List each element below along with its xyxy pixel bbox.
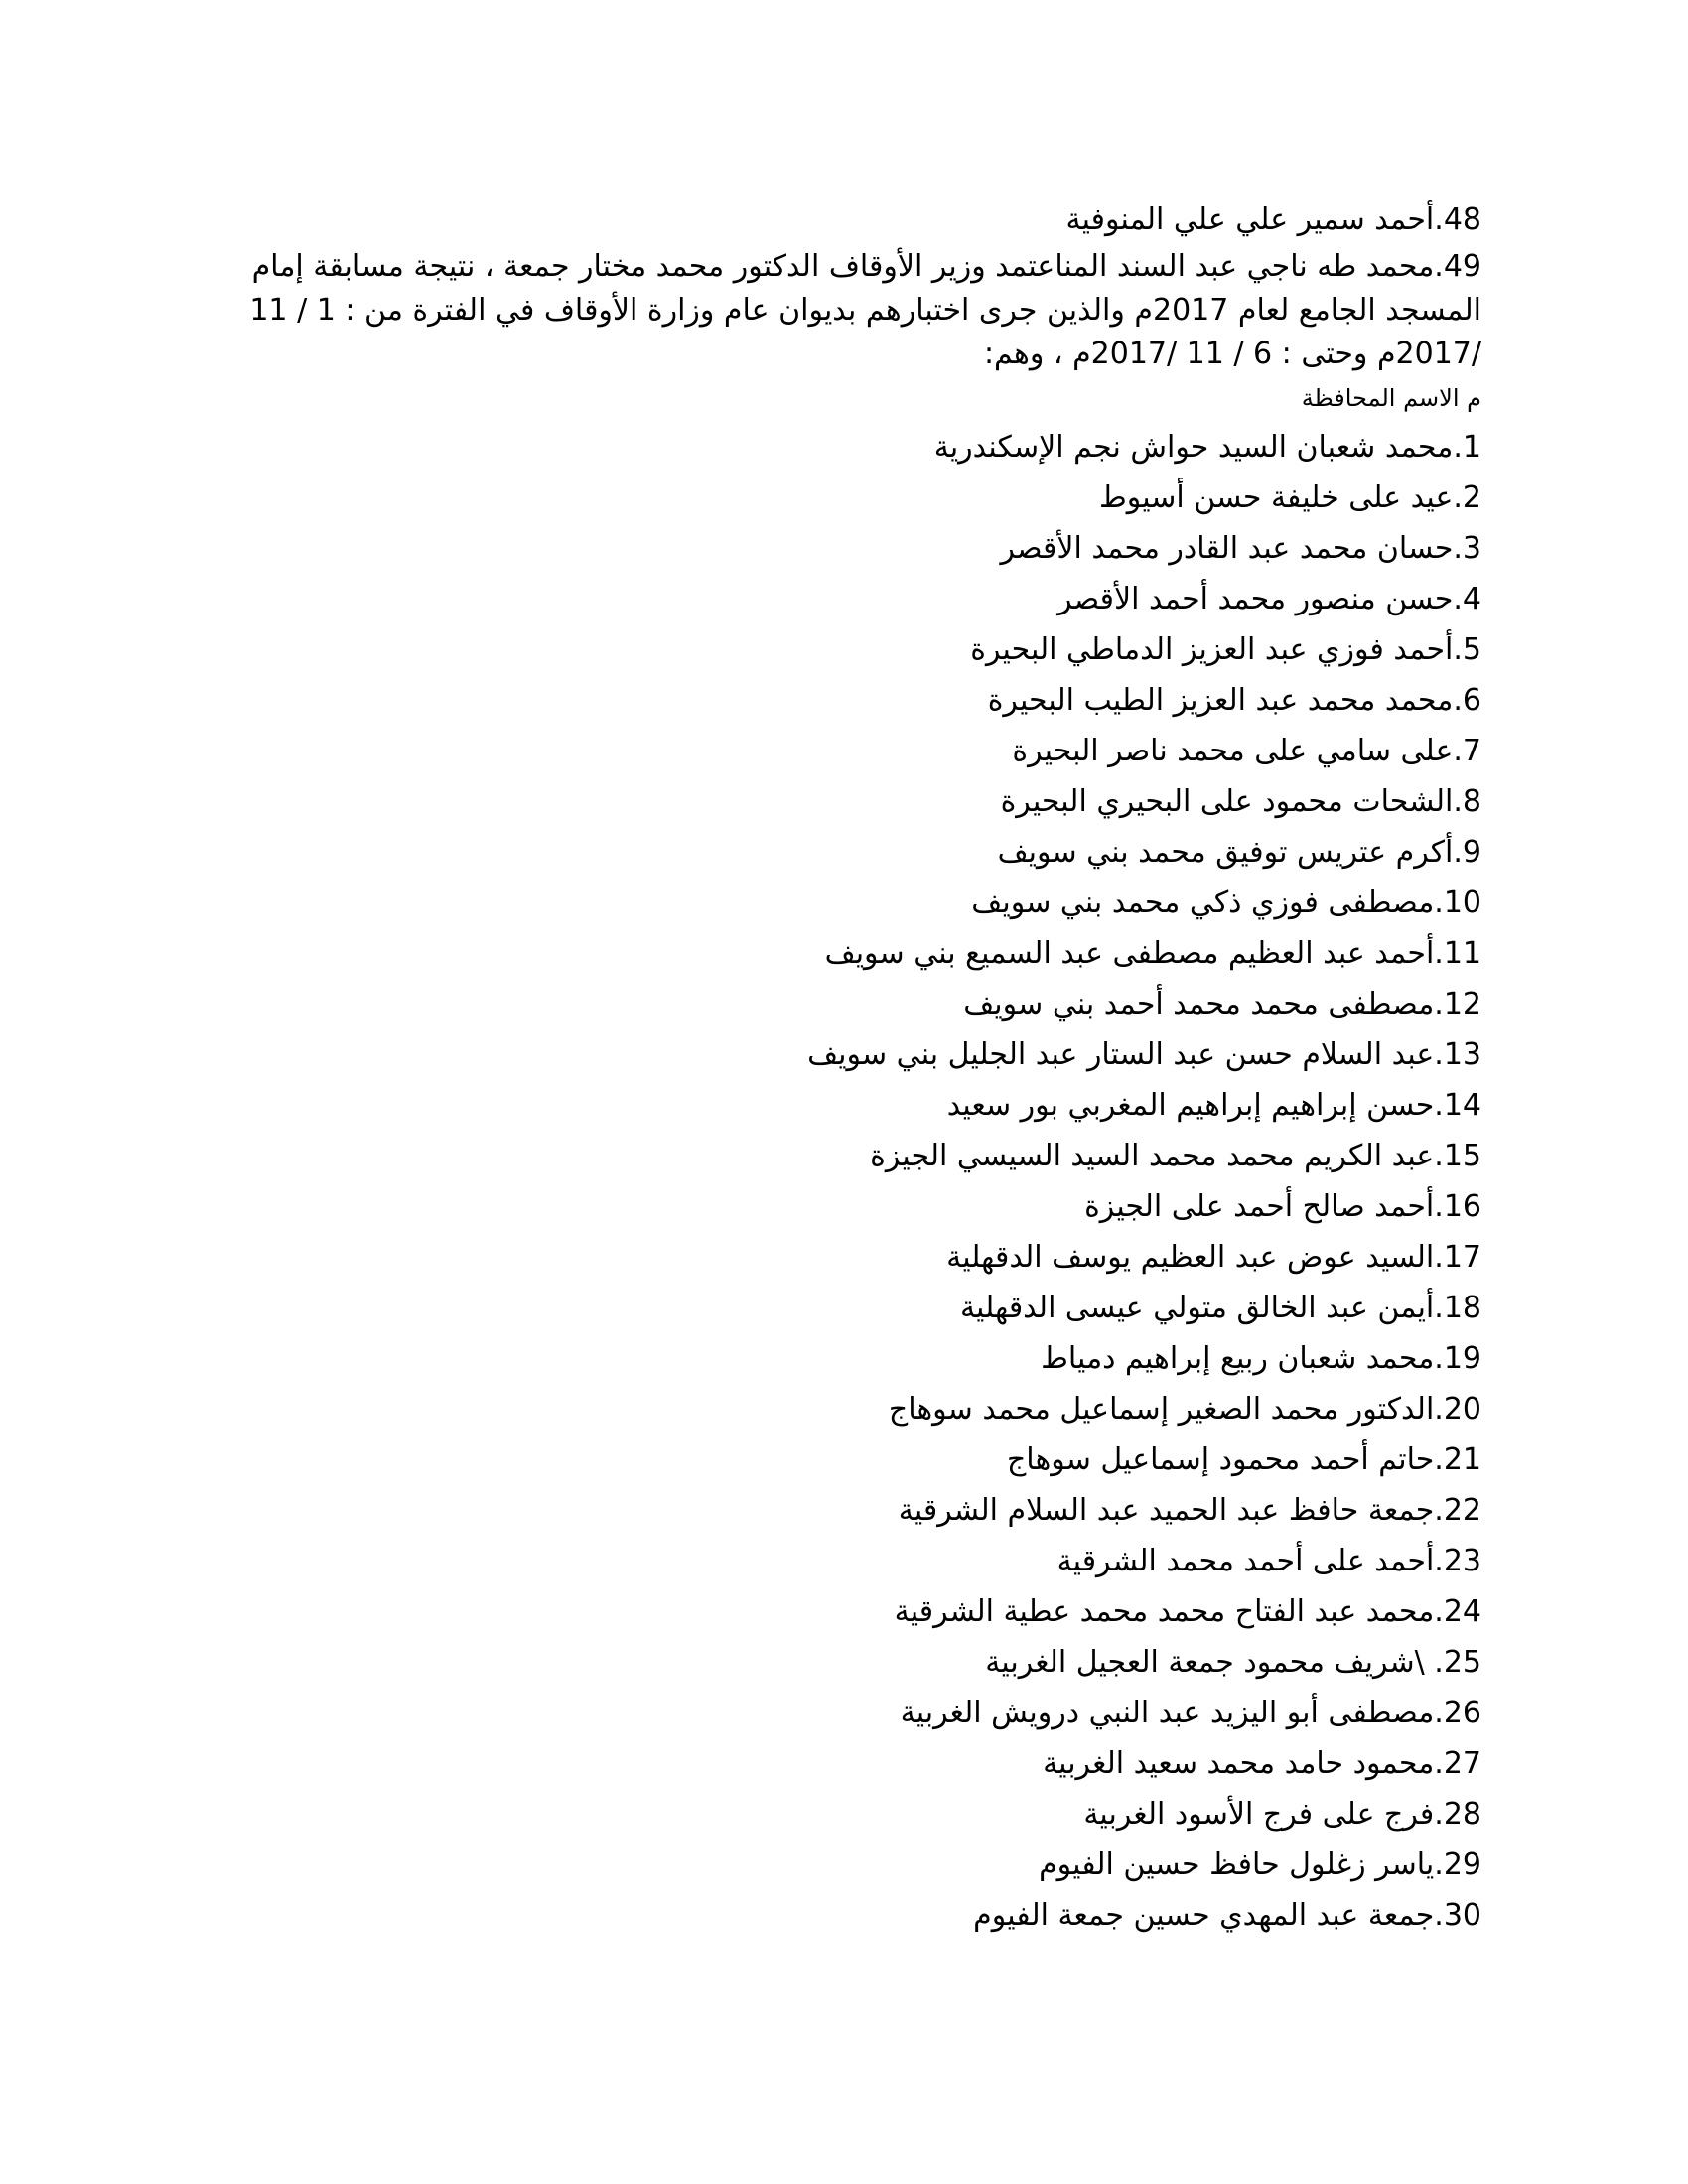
item-text: محمد طه ناجي عبد السند المناعتمد وزير الأوقاف الدكتور محمد مختار جمعة ، نتيجة مسابقة إمام: [251, 249, 1435, 284]
item-number: .49: [1434, 249, 1481, 284]
item-number: .20: [1434, 1392, 1481, 1427]
item-text: حسان محمد عبد القادر محمد الأقصر: [1000, 531, 1454, 566]
item-number: .15: [1434, 1139, 1481, 1173]
item-text: عيد على خليفة حسن أسيوط: [1098, 480, 1454, 515]
item-text: السيد عوض عبد العظيم يوسف الدقهلية: [946, 1240, 1435, 1275]
list-item: [211, 1688, 1481, 1738]
item-text: على سامي على محمد ناصر البحيرة: [1012, 734, 1454, 768]
list-item: [211, 1384, 1481, 1434]
item-text: عبد الكريم محمد محمد السيد السيسي الجيزة: [870, 1139, 1435, 1173]
item-number: .19: [1434, 1341, 1481, 1376]
item-number: .11: [1434, 936, 1481, 971]
list-item: [211, 1738, 1481, 1789]
item-text: حاتم أحمد محمود إسماعيل سوهاج: [1006, 1442, 1435, 1477]
list-item: [211, 979, 1481, 1029]
item-text: محمد شعبان السيد حواش نجم الإسكندرية: [933, 430, 1454, 465]
list-item: [211, 928, 1481, 979]
list-item: [211, 1232, 1481, 1283]
item-number: .22: [1434, 1493, 1481, 1528]
item-text: جمعة عبد المهدي حسين جمعة الفيوم: [973, 1898, 1435, 1933]
item-number: .18: [1434, 1291, 1481, 1325]
table-header: م الاسم المحافظة: [1301, 384, 1481, 412]
item-text: حسن إبراهيم إبراهيم المغربي بور سعيد: [946, 1088, 1435, 1123]
item-number: .28: [1434, 1797, 1481, 1832]
item-number: .29: [1434, 1847, 1481, 1882]
list-item: [211, 1485, 1481, 1536]
announcement-paragraph: [211, 289, 1481, 376]
item-number: .1: [1453, 430, 1481, 465]
list-item: [211, 1131, 1481, 1181]
list-item: [211, 1434, 1481, 1485]
list-item: [211, 1536, 1481, 1586]
list-item: [211, 245, 1481, 289]
item-number: .6: [1453, 683, 1481, 718]
item-number: .23: [1434, 1544, 1481, 1578]
item-text: الدكتور محمد الصغير إسماعيل محمد سوهاج: [888, 1392, 1435, 1427]
item-text: أكرم عتريس توفيق محمد بني سويف: [997, 835, 1454, 870]
list-item: [211, 574, 1481, 624]
item-text: مصطفى أبو اليزيد عبد النبي درويش الغربية: [900, 1696, 1435, 1730]
item-number: .48: [1434, 203, 1481, 237]
list-item: [211, 878, 1481, 928]
list-item: [211, 1637, 1481, 1688]
item-number: .8: [1453, 784, 1481, 819]
list-item: [211, 1333, 1481, 1384]
list-item: [211, 1283, 1481, 1333]
list-item: [211, 1789, 1481, 1840]
item-text: حسن منصور محمد أحمد الأقصر: [1057, 582, 1454, 616]
list-item: [211, 726, 1481, 776]
item-number: .4: [1453, 582, 1481, 616]
item-text: أيمن عبد الخالق متولي عيسى الدقهلية: [959, 1291, 1435, 1325]
item-text: أحمد عبد العظيم مصطفى عبد السميع بني سويف: [824, 936, 1435, 971]
item-number: .27: [1434, 1746, 1481, 1781]
item-text: شريف محمود جمعة العجيل الغربية: [985, 1645, 1415, 1680]
item-text: أحمد صالح أحمد على الجيزة: [1084, 1189, 1435, 1224]
list-item: [211, 195, 1481, 245]
item-number: .3: [1453, 531, 1481, 566]
item-number: .14: [1434, 1088, 1481, 1123]
list-item: [211, 473, 1481, 523]
item-number: .9: [1453, 835, 1481, 870]
list-item: [211, 422, 1481, 473]
item-text: عبد السلام حسن عبد الستار عبد الجليل بني سويف: [807, 1037, 1435, 1072]
item-number: .13: [1434, 1037, 1481, 1072]
item-text: محمود حامد محمد سعيد الغربية: [1043, 1746, 1435, 1781]
item-number: .21: [1434, 1442, 1481, 1477]
list-item: [211, 624, 1481, 675]
item-text: أحمد على أحمد محمد الشرقية: [1056, 1544, 1435, 1578]
item-number: .17: [1434, 1240, 1481, 1275]
item-number: \ .25: [1414, 1645, 1481, 1680]
item-text: محمد عبد الفتاح محمد محمد عطية الشرقية: [894, 1594, 1435, 1629]
item-text: مصطفى فوزي ذكي محمد بني سويف: [971, 886, 1435, 920]
paragraph-line: /2017م وحتى : 6 / 11 /2017م ، وهم:: [983, 337, 1481, 371]
item-number: .30: [1434, 1898, 1481, 1933]
list-item: [211, 1890, 1481, 1941]
list-item: [211, 776, 1481, 827]
list-item: [211, 675, 1481, 726]
list-item: [211, 1586, 1481, 1637]
item-text: أحمد سمير علي علي المنوفية: [1065, 203, 1435, 237]
item-text: أحمد فوزي عبد العزيز الدماطي البحيرة: [970, 632, 1454, 667]
list-item: [211, 1080, 1481, 1131]
list-item: [211, 523, 1481, 574]
item-number: .24: [1434, 1594, 1481, 1629]
list-item: [211, 1029, 1481, 1080]
paragraph-line: المسجد الجامع لعام 2017م والذين جرى اختبارهم بديوان عام وزارة الأوقاف في الفترة من : 1 / 11: [249, 293, 1481, 328]
item-number: .7: [1453, 734, 1481, 768]
item-text: محمد محمد عبد العزيز الطيب البحيرة: [987, 683, 1454, 718]
document-body: [211, 195, 1481, 1941]
list-item: [211, 1840, 1481, 1890]
item-number: .10: [1434, 886, 1481, 920]
list-item: [211, 1181, 1481, 1232]
item-text: فرج على فرج الأسود الغربية: [1083, 1797, 1435, 1832]
item-text: الشحات محمود على البحيري البحيرة: [1000, 784, 1454, 819]
item-text: جمعة حافظ عبد الحميد عبد السلام الشرقية: [898, 1493, 1435, 1528]
item-text: ياسر زغلول حافظ حسين الفيوم: [1039, 1847, 1435, 1882]
item-number: .26: [1434, 1696, 1481, 1730]
item-number: .2: [1453, 480, 1481, 515]
item-number: .5: [1453, 632, 1481, 667]
item-number: .12: [1434, 987, 1481, 1022]
names-list: [211, 422, 1481, 1941]
item-text: محمد شعبان ربيع إبراهيم دمياط: [1041, 1341, 1435, 1376]
item-number: .16: [1434, 1189, 1481, 1224]
list-item: [211, 827, 1481, 878]
item-text: مصطفى محمد محمد أحمد بني سويف: [963, 987, 1435, 1022]
